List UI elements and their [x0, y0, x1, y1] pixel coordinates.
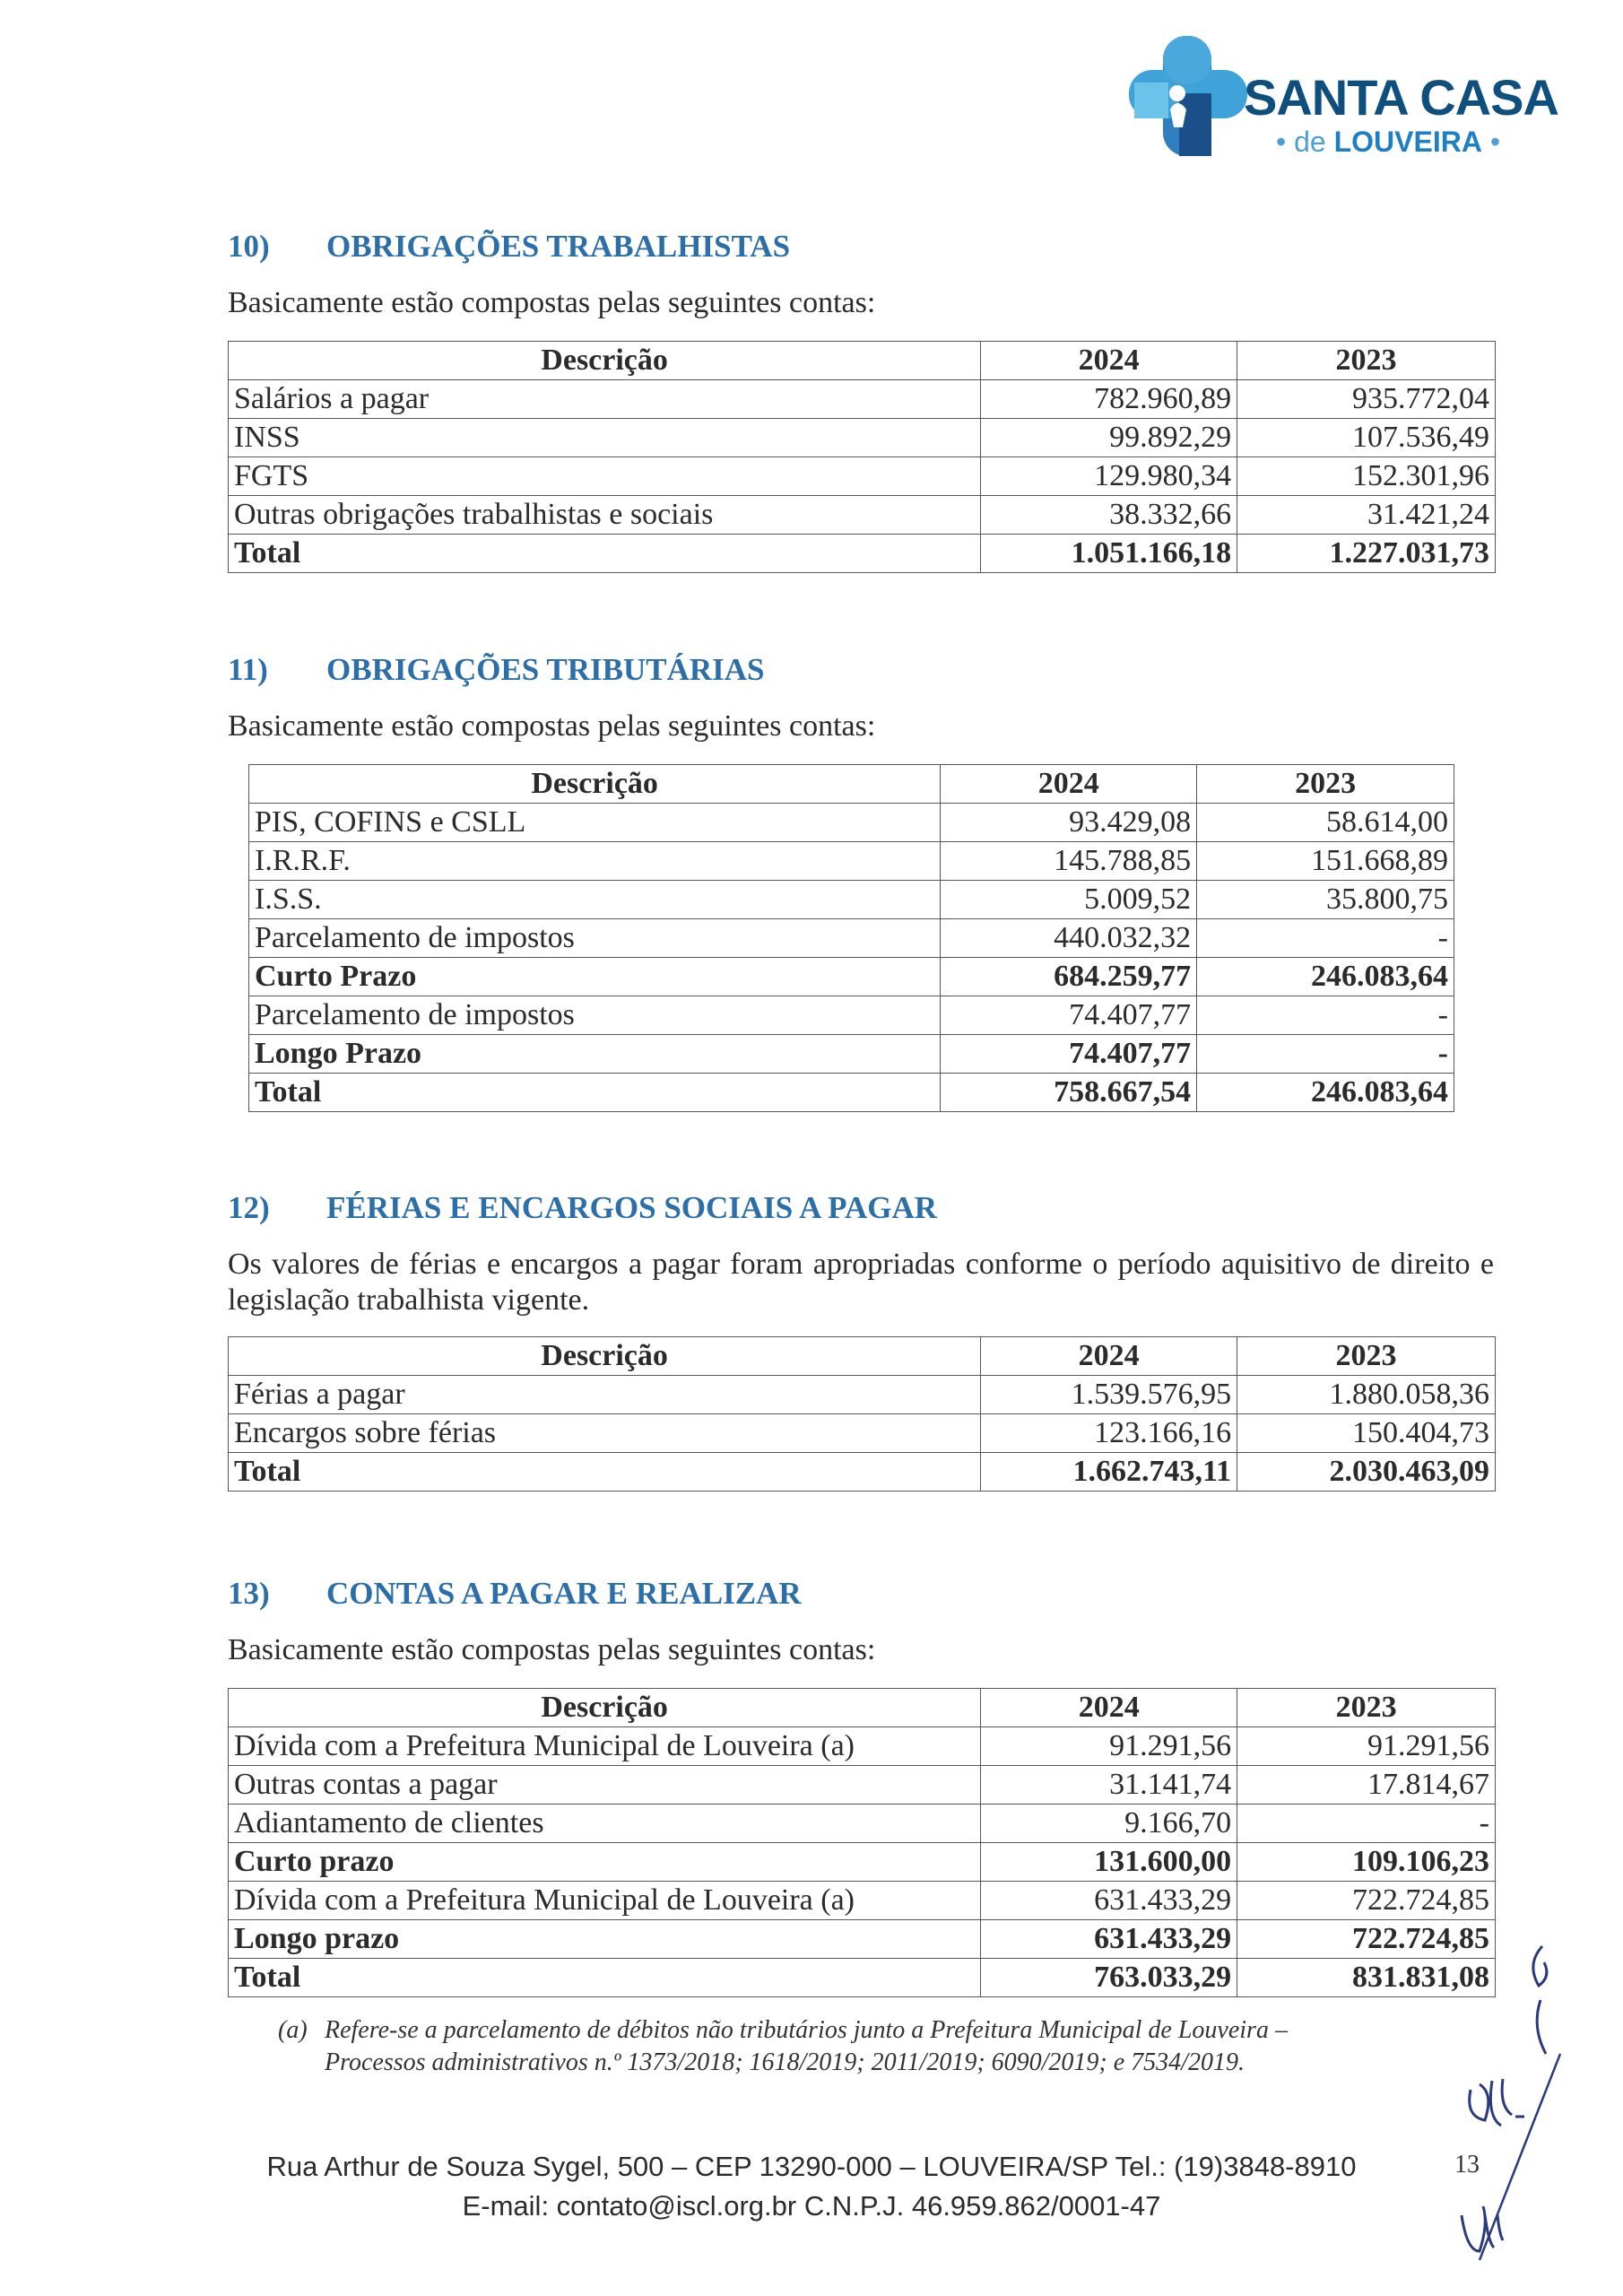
header-2024: 2024 [981, 1689, 1237, 1727]
value-2023: 58.614,00 [1197, 804, 1454, 842]
header-2024: 2024 [941, 765, 1197, 804]
header-2023: 2023 [1197, 765, 1454, 804]
value-2024: 1.539.576,95 [981, 1376, 1237, 1414]
row-description: FGTS [229, 457, 981, 496]
header-2023: 2023 [1237, 342, 1496, 380]
row-description: Total [229, 535, 981, 573]
value-2023: 31.421,24 [1237, 496, 1496, 535]
header-2023: 2023 [1237, 1337, 1496, 1376]
value-2024: 74.407,77 [941, 996, 1197, 1035]
section-title: OBRIGAÇÕES TRIBUTÁRIAS [326, 652, 765, 687]
value-2024: 1.051.166,18 [981, 535, 1237, 573]
table-row [249, 919, 1454, 958]
value-2023: 109.106,23 [1237, 1843, 1496, 1882]
value-2024: 99.892,29 [981, 419, 1237, 457]
section-title: OBRIGAÇÕES TRABALHISTAS [326, 229, 791, 264]
value-2024: 93.429,08 [941, 804, 1197, 842]
subtotal-row [249, 958, 1454, 996]
row-description: PIS, COFINS e CSLL [249, 804, 941, 842]
row-description: Férias a pagar [229, 1376, 981, 1414]
subtotal-row [229, 1843, 1496, 1882]
row-description: Curto prazo [229, 1843, 981, 1882]
total-row [229, 535, 1496, 573]
value-2024: 758.667,54 [941, 1074, 1197, 1112]
value-2024: 440.032,32 [941, 919, 1197, 958]
section-contas-a-pagar [228, 1571, 1492, 1997]
value-2023: - [1197, 919, 1454, 958]
footnote-line-1: Refere-se a parcelamento de débitos não tributários junto a Prefeitura Municipal de Louveira – [325, 2016, 1288, 2044]
footnote [278, 2014, 1488, 2079]
table-contas-a-pagar [228, 1688, 1496, 1997]
value-2023: 17.814,67 [1237, 1766, 1496, 1805]
section-title: CONTAS A PAGAR E REALIZAR [326, 1576, 802, 1611]
subtotal-row [249, 1035, 1454, 1074]
table-row [229, 380, 1496, 419]
row-description: Encargos sobre férias [229, 1414, 981, 1453]
value-2023: - [1237, 1805, 1496, 1843]
header-descricao: Descrição [249, 765, 941, 804]
value-2024: 782.960,89 [981, 380, 1237, 419]
value-2024: 74.407,77 [941, 1035, 1197, 1074]
row-description: INSS [229, 419, 981, 457]
table-header-row [229, 1689, 1496, 1727]
value-2024: 631.433,29 [981, 1882, 1237, 1920]
total-row [229, 1453, 1496, 1492]
logo-title: SANTA CASA [1244, 69, 1558, 126]
table-row [229, 1805, 1496, 1843]
row-description: Salários a pagar [229, 380, 981, 419]
table-header-row [229, 1337, 1496, 1376]
value-2023: 107.536,49 [1237, 419, 1496, 457]
value-2024: 684.259,77 [941, 958, 1197, 996]
row-description: I.S.S. [249, 881, 941, 919]
value-2023: 246.083,64 [1197, 1074, 1454, 1112]
value-2023: 150.404,73 [1237, 1414, 1496, 1453]
value-2023: 831.831,08 [1237, 1959, 1496, 1997]
section-intro: Os valores de férias e encargos a pagar foram apropriadas conforme o período aquisitivo de direito e legislação trabalhista vigente. [228, 1248, 1494, 1317]
table-row [249, 881, 1454, 919]
section-number: 12) [228, 1190, 270, 1225]
value-2023: - [1197, 996, 1454, 1035]
page-footer [0, 2147, 1623, 2226]
row-description: Parcelamento de impostos [249, 919, 941, 958]
value-2023: 1.227.031,73 [1237, 535, 1496, 573]
value-2023: 1.880.058,36 [1237, 1376, 1496, 1414]
header-2023: 2023 [1237, 1689, 1496, 1727]
table-obrigacoes-tributarias [248, 764, 1454, 1112]
table-row [249, 996, 1454, 1035]
row-description: I.R.R.F. [249, 842, 941, 881]
table-row [229, 419, 1496, 457]
value-2024: 91.291,56 [981, 1727, 1237, 1766]
row-description: Total [229, 1453, 981, 1492]
value-2024: 763.033,29 [981, 1959, 1237, 1997]
value-2023: 91.291,56 [1237, 1727, 1496, 1766]
value-2024: 631.433,29 [981, 1920, 1237, 1959]
table-row [229, 496, 1496, 535]
section-heading [228, 648, 1492, 692]
value-2024: 31.141,74 [981, 1766, 1237, 1805]
value-2023: 151.668,89 [1197, 842, 1454, 881]
header-descricao: Descrição [229, 1337, 981, 1376]
section-intro: Basicamente estão compostas pelas seguintes contas: [228, 1633, 876, 1666]
total-row [229, 1959, 1496, 1997]
footnote-label: (a) [278, 2016, 308, 2044]
row-description: Curto Prazo [249, 958, 941, 996]
section-intro: Basicamente estão compostas pelas seguintes contas: [228, 709, 876, 743]
value-2024: 129.980,34 [981, 457, 1237, 496]
row-description: Longo prazo [229, 1920, 981, 1959]
section-heading [228, 1571, 1492, 1616]
value-2024: 145.788,85 [941, 842, 1197, 881]
section-heading [228, 224, 1492, 269]
header-descricao: Descrição [229, 342, 981, 380]
row-description: Outras contas a pagar [229, 1766, 981, 1805]
table-header-row [229, 342, 1496, 380]
table-row [229, 1766, 1496, 1805]
handwritten-signature [1453, 1919, 1587, 2296]
footer-contact: E-mail: contato@iscl.org.br C.N.P.J. 46.959.862/0001-47 [462, 2190, 1161, 2222]
cross-logo-icon [1125, 29, 1251, 163]
header-descricao: Descrição [229, 1689, 981, 1727]
row-description: Dívida com a Prefeitura Municipal de Louveira (a) [229, 1882, 981, 1920]
row-description: Longo Prazo [249, 1035, 941, 1074]
table-row [229, 1882, 1496, 1920]
value-2023: - [1197, 1035, 1454, 1074]
row-description: Total [229, 1959, 981, 1997]
value-2024: 1.662.743,11 [981, 1453, 1237, 1492]
section-heading [228, 1186, 1492, 1231]
value-2023: 935.772,04 [1237, 380, 1496, 419]
value-2023: 35.800,75 [1197, 881, 1454, 919]
table-row [229, 1414, 1496, 1453]
subtotal-row [229, 1920, 1496, 1959]
row-description: Outras obrigações trabalhistas e sociais [229, 496, 981, 535]
table-row [229, 1727, 1496, 1766]
section-number: 13) [228, 1576, 270, 1611]
footnote-line-2: Processos administrativos n.º 1373/2018; 1618/2019; 2011/2019; 6090/2019; e 7534/2019. [325, 2048, 1245, 2076]
section-number: 11) [228, 652, 268, 687]
table-obrigacoes-trabalhistas [228, 341, 1496, 573]
section-ferias-encargos [228, 1186, 1492, 1492]
table-header-row [249, 765, 1454, 804]
value-2023: 2.030.463,09 [1237, 1453, 1496, 1492]
header-2024: 2024 [981, 342, 1237, 380]
table-ferias-encargos [228, 1336, 1496, 1492]
value-2023: 246.083,64 [1197, 958, 1454, 996]
section-obrigacoes-trabalhistas [228, 224, 1492, 573]
row-description: Parcelamento de impostos [249, 996, 941, 1035]
value-2023: 722.724,85 [1237, 1920, 1496, 1959]
section-obrigacoes-tributarias [228, 648, 1492, 1112]
row-description: Adiantamento de clientes [229, 1805, 981, 1843]
section-title: FÉRIAS E ENCARGOS SOCIAIS A PAGAR [326, 1190, 938, 1225]
row-description: Dívida com a Prefeitura Municipal de Louveira (a) [229, 1727, 981, 1766]
table-row [229, 1376, 1496, 1414]
table-row [229, 457, 1496, 496]
header-2024: 2024 [981, 1337, 1237, 1376]
table-row [249, 804, 1454, 842]
footer-address: Rua Arthur de Souza Sygel, 500 – CEP 13290-000 – LOUVEIRA/SP Tel.: (19)3848-8910 [266, 2151, 1357, 2182]
value-2023: 722.724,85 [1237, 1882, 1496, 1920]
section-intro: Basicamente estão compostas pelas seguintes contas: [228, 286, 876, 319]
table-row [249, 842, 1454, 881]
row-description: Total [249, 1074, 941, 1112]
value-2024: 123.166,16 [981, 1414, 1237, 1453]
value-2024: 9.166,70 [981, 1805, 1237, 1843]
section-number: 10) [228, 229, 270, 264]
value-2024: 131.600,00 [981, 1843, 1237, 1882]
value-2023: 152.301,96 [1237, 457, 1496, 496]
santa-casa-logo [1125, 29, 1556, 163]
value-2024: 5.009,52 [941, 881, 1197, 919]
page-number: 13 [1454, 2151, 1480, 2179]
value-2024: 38.332,66 [981, 496, 1237, 535]
logo-subtitle: • de LOUVEIRA • [1276, 126, 1501, 158]
total-row [249, 1074, 1454, 1112]
